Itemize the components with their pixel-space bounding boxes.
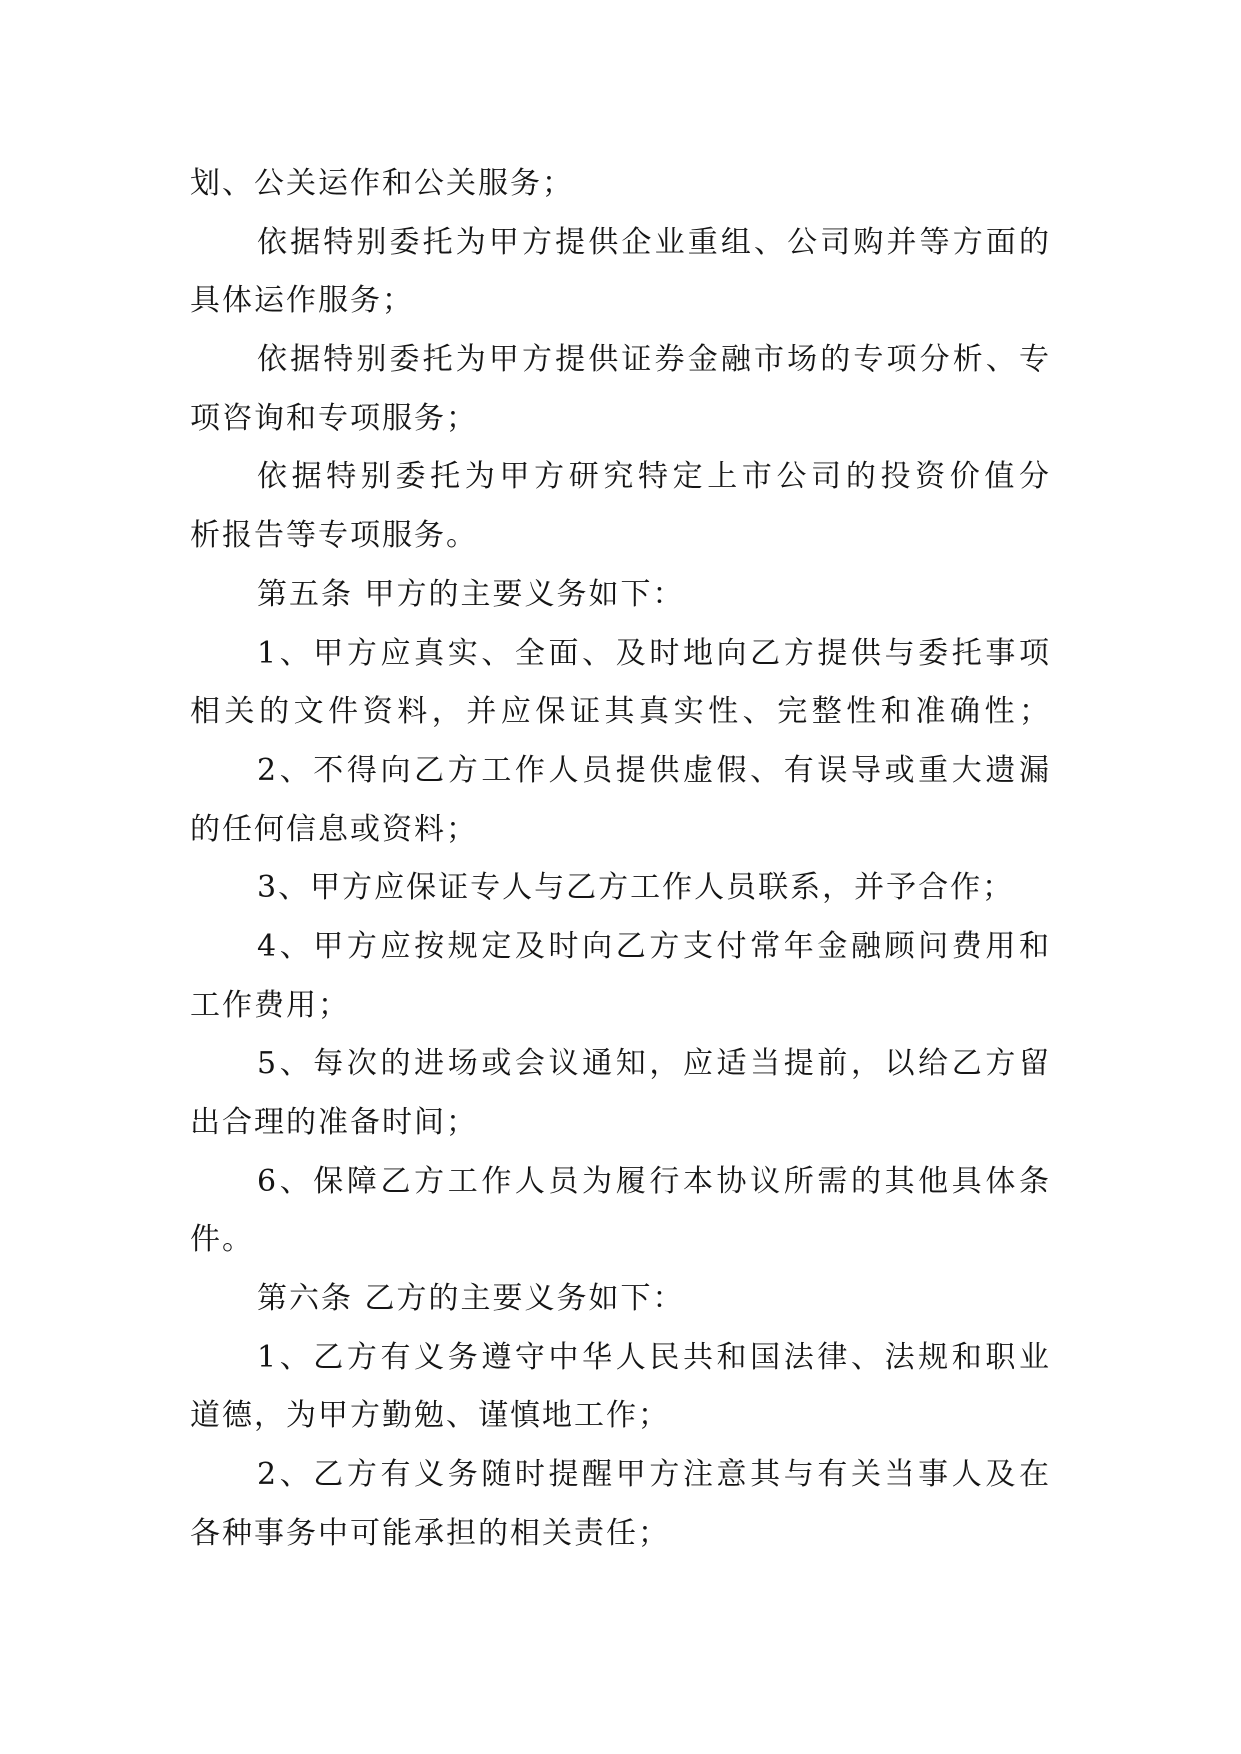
- text-line: 2、不得向乙方工作人员提供虚假、有误导或重大遗漏: [257, 752, 1051, 788]
- text-line: 件。: [190, 1222, 254, 1258]
- section-heading: 第六条 乙方的主要义务如下：: [257, 1281, 685, 1317]
- text-line: 析报告等专项服务。: [190, 518, 478, 554]
- text-line: 1、乙方有义务遵守中华人民共和国法律、法规和职业: [257, 1339, 1051, 1375]
- article-5-item-1: [190, 625, 1051, 742]
- article-5-item-3: [190, 859, 1051, 918]
- text-line: 4、甲方应按规定及时向乙方支付常年金融顾问费用和: [257, 928, 1051, 964]
- paragraph-service-investment-report: [190, 448, 1051, 565]
- article-6-heading: [190, 1270, 1051, 1329]
- article-5-item-6: [190, 1153, 1051, 1270]
- document-body: [190, 155, 1051, 1564]
- text-line: 出合理的准备时间；: [190, 1105, 478, 1140]
- text-line: 依据特别委托为甲方提供企业重组、公司购并等方面的: [257, 224, 1051, 260]
- text-line: 相关的文件资料，并应保证其真实性、完整性和准确性；: [190, 694, 1051, 730]
- text-line: 项咨询和专项服务；: [190, 400, 478, 436]
- article-5-item-5: [190, 1035, 1051, 1152]
- article-5-heading: [190, 566, 1051, 625]
- text-line: 6、保障乙方工作人员为履行本协议所需的其他具体条: [257, 1163, 1051, 1199]
- section-heading: 第五条 甲方的主要义务如下：: [257, 576, 685, 612]
- text-line: 划、公关运作和公关服务；: [190, 166, 574, 201]
- text-line: 工作费用；: [190, 987, 350, 1023]
- text-line: 3、甲方应保证专人与乙方工作人员联系，并予合作；: [257, 870, 1015, 906]
- text-line: 道德，为甲方勤勉、谨慎地工作；: [190, 1398, 670, 1434]
- paragraph-service-restructuring: [190, 214, 1051, 331]
- article-6-item-2: [190, 1446, 1051, 1563]
- text-line: 具体运作服务；: [190, 283, 414, 319]
- text-line: 各种事务中可能承担的相关责任；: [190, 1515, 670, 1551]
- text-line: 5、每次的进场或会议通知，应适当提前，以给乙方留: [257, 1046, 1051, 1082]
- text-line: 2、乙方有义务随时提醒甲方注意其与有关当事人及在: [257, 1457, 1051, 1493]
- paragraph-continuation: [190, 155, 1051, 214]
- article-6-item-1: [190, 1329, 1051, 1446]
- text-line: 依据特别委托为甲方研究特定上市公司的投资价值分: [257, 459, 1051, 495]
- paragraph-service-securities-analysis: [190, 331, 1051, 448]
- article-5-item-4: [190, 918, 1051, 1035]
- text-line: 依据特别委托为甲方提供证券金融市场的专项分析、专: [257, 342, 1051, 378]
- text-line: 1、甲方应真实、全面、及时地向乙方提供与委托事项: [257, 635, 1051, 671]
- article-5-item-2: [190, 742, 1051, 859]
- text-line: 的任何信息或资料；: [190, 811, 478, 847]
